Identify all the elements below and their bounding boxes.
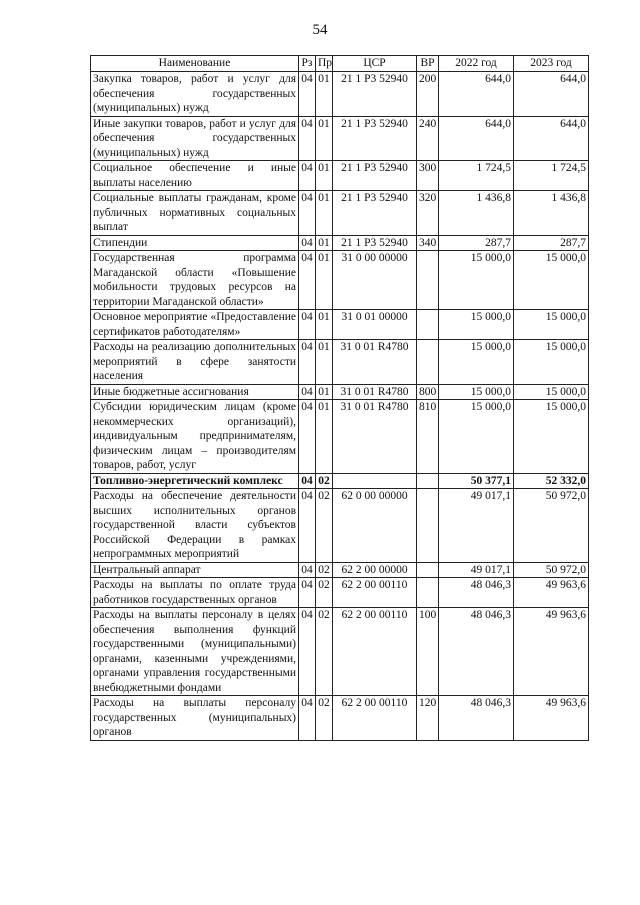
page-number: 54 (312, 22, 328, 38)
cell-rz: 04 (299, 251, 316, 310)
cell-2023: 1 724,5 (514, 161, 589, 191)
cell-vr: 300 (417, 161, 439, 191)
cell-csr: 31 0 00 00000 (333, 251, 417, 310)
cell-name: Иные закупки товаров, работ и услуг для обеспечения государственных (муниципальных) нужд (91, 116, 299, 161)
cell-csr: 21 1 Р3 52940 (333, 191, 417, 236)
cell-csr: 62 0 00 00000 (333, 489, 417, 563)
table-header (91, 56, 589, 72)
cell-vr (417, 251, 439, 310)
cell-name: Центральный аппарат (91, 562, 299, 578)
table-row (91, 578, 589, 608)
table-row (91, 116, 589, 161)
table-row (91, 191, 589, 236)
cell-rz: 04 (299, 489, 316, 563)
cell-pr: 01 (316, 400, 333, 474)
cell-2022: 1 724,5 (439, 161, 514, 191)
header-2022: 2022 год (439, 56, 514, 72)
cell-csr: 62 2 00 00110 (333, 578, 417, 608)
cell-2022: 48 046,3 (439, 608, 514, 696)
cell-rz: 04 (299, 191, 316, 236)
cell-vr (417, 578, 439, 608)
cell-2023: 644,0 (514, 72, 589, 117)
cell-2023: 49 963,6 (514, 608, 589, 696)
cell-rz: 04 (299, 384, 316, 400)
cell-pr: 01 (316, 384, 333, 400)
cell-vr: 100 (417, 608, 439, 696)
cell-name: Расходы на выплаты персоналу государственных (муниципальных) органов (91, 696, 299, 741)
table-row (91, 562, 589, 578)
cell-2022: 15 000,0 (439, 251, 514, 310)
cell-pr: 01 (316, 251, 333, 310)
cell-name: Государственная программа Магаданской области «Повышение мобильности трудовых ресурсов на территории Магаданской области» (91, 251, 299, 310)
cell-2022: 15 000,0 (439, 400, 514, 474)
cell-rz: 04 (299, 310, 316, 340)
header-csr: ЦСР (333, 56, 417, 72)
table-row (91, 235, 589, 251)
cell-name: Расходы на выплаты по оплате труда работников государственных органов (91, 578, 299, 608)
cell-rz: 04 (299, 235, 316, 251)
table-row (91, 251, 589, 310)
cell-csr: 21 1 Р3 52940 (333, 116, 417, 161)
cell-vr (417, 340, 439, 385)
cell-2023: 49 963,6 (514, 696, 589, 741)
cell-name: Расходы на выплаты персоналу в целях обеспечения выполнения функций государственными (муниципальными) органами, казенными учреждениями, органами управления государственными внебюджетными фондами (91, 608, 299, 696)
cell-vr: 810 (417, 400, 439, 474)
table-row (91, 696, 589, 741)
cell-pr: 02 (316, 562, 333, 578)
cell-csr: 62 2 00 00000 (333, 562, 417, 578)
cell-2022: 48 046,3 (439, 696, 514, 741)
cell-csr: 31 0 01 R4780 (333, 340, 417, 385)
header-pr: Пр (316, 56, 333, 72)
cell-2023: 49 963,6 (514, 578, 589, 608)
cell-2022: 644,0 (439, 72, 514, 117)
cell-2023: 644,0 (514, 116, 589, 161)
cell-vr: 120 (417, 696, 439, 741)
cell-rz: 04 (299, 473, 316, 489)
table-row (91, 161, 589, 191)
cell-vr: 340 (417, 235, 439, 251)
cell-pr: 01 (316, 116, 333, 161)
cell-2023: 15 000,0 (514, 400, 589, 474)
cell-pr: 01 (316, 72, 333, 117)
table-row (91, 310, 589, 340)
cell-pr: 02 (316, 608, 333, 696)
cell-vr: 240 (417, 116, 439, 161)
cell-name: Расходы на реализацию дополнительных мероприятий в сфере занятости населения (91, 340, 299, 385)
cell-vr (417, 310, 439, 340)
table-row (91, 489, 589, 563)
cell-2023: 15 000,0 (514, 340, 589, 385)
cell-2023: 15 000,0 (514, 384, 589, 400)
cell-name: Основное мероприятие «Предоставление сертификатов работодателям» (91, 310, 299, 340)
cell-2022: 15 000,0 (439, 310, 514, 340)
cell-name: Закупка товаров, работ и услуг для обеспечения государственных (муниципальных) нужд (91, 72, 299, 117)
cell-pr: 02 (316, 489, 333, 563)
cell-pr: 02 (316, 578, 333, 608)
table-row (91, 473, 589, 489)
cell-name: Социальное обеспечение и иные выплаты населению (91, 161, 299, 191)
cell-rz: 04 (299, 696, 316, 741)
cell-csr: 31 0 01 00000 (333, 310, 417, 340)
header-vr: ВР (417, 56, 439, 72)
cell-pr: 01 (316, 340, 333, 385)
cell-name: Социальные выплаты гражданам, кроме публичных нормативных социальных выплат (91, 191, 299, 236)
cell-vr (417, 562, 439, 578)
cell-csr: 62 2 00 00110 (333, 608, 417, 696)
cell-csr: 31 0 01 R4780 (333, 400, 417, 474)
cell-name: Иные бюджетные ассигнования (91, 384, 299, 400)
cell-name: Субсидии юридическим лицам (кроме некоммерческих организаций), индивидуальным предпринимателям, физическим лицам – производителям товаров, работ, услуг (91, 400, 299, 474)
cell-name: Топливно-энергетический комплекс (91, 473, 299, 489)
cell-name: Расходы на обеспечение деятельности высших исполнительных органов государственной власти субъектов Российской Федерации в рамках непрограммных мероприятий (91, 489, 299, 563)
cell-2022: 49 017,1 (439, 489, 514, 563)
cell-vr: 320 (417, 191, 439, 236)
cell-2022: 1 436,8 (439, 191, 514, 236)
cell-csr: 21 1 Р3 52940 (333, 72, 417, 117)
cell-2023: 50 972,0 (514, 562, 589, 578)
cell-pr: 01 (316, 161, 333, 191)
cell-vr: 200 (417, 72, 439, 117)
cell-vr (417, 473, 439, 489)
cell-rz: 04 (299, 340, 316, 385)
cell-pr: 02 (316, 696, 333, 741)
cell-2023: 15 000,0 (514, 310, 589, 340)
cell-rz: 04 (299, 161, 316, 191)
cell-vr (417, 489, 439, 563)
cell-rz: 04 (299, 72, 316, 117)
cell-csr: 62 2 00 00110 (333, 696, 417, 741)
header-name: Наименование (91, 56, 299, 72)
cell-name: Стипендии (91, 235, 299, 251)
cell-csr (333, 473, 417, 489)
cell-pr: 01 (316, 191, 333, 236)
cell-2022: 15 000,0 (439, 384, 514, 400)
cell-2022: 48 046,3 (439, 578, 514, 608)
cell-2022: 50 377,1 (439, 473, 514, 489)
table-row (91, 340, 589, 385)
cell-vr: 800 (417, 384, 439, 400)
cell-rz: 04 (299, 562, 316, 578)
cell-2022: 49 017,1 (439, 562, 514, 578)
cell-2023: 15 000,0 (514, 251, 589, 310)
cell-2022: 15 000,0 (439, 340, 514, 385)
cell-2022: 287,7 (439, 235, 514, 251)
cell-csr: 21 1 Р3 52940 (333, 235, 417, 251)
cell-2023: 52 332,0 (514, 473, 589, 489)
table-row (91, 72, 589, 117)
cell-rz: 04 (299, 400, 316, 474)
cell-2023: 1 436,8 (514, 191, 589, 236)
cell-rz: 04 (299, 608, 316, 696)
cell-pr: 01 (316, 310, 333, 340)
cell-2022: 644,0 (439, 116, 514, 161)
table-row (91, 608, 589, 696)
header-2023: 2023 год (514, 56, 589, 72)
budget-table (90, 55, 589, 741)
cell-rz: 04 (299, 116, 316, 161)
cell-pr: 02 (316, 473, 333, 489)
table-row (91, 384, 589, 400)
cell-csr: 31 0 01 R4780 (333, 384, 417, 400)
cell-csr: 21 1 Р3 52940 (333, 161, 417, 191)
cell-rz: 04 (299, 578, 316, 608)
header-rz: Рз (299, 56, 316, 72)
cell-2023: 287,7 (514, 235, 589, 251)
cell-2023: 50 972,0 (514, 489, 589, 563)
table-row (91, 400, 589, 474)
cell-pr: 01 (316, 235, 333, 251)
